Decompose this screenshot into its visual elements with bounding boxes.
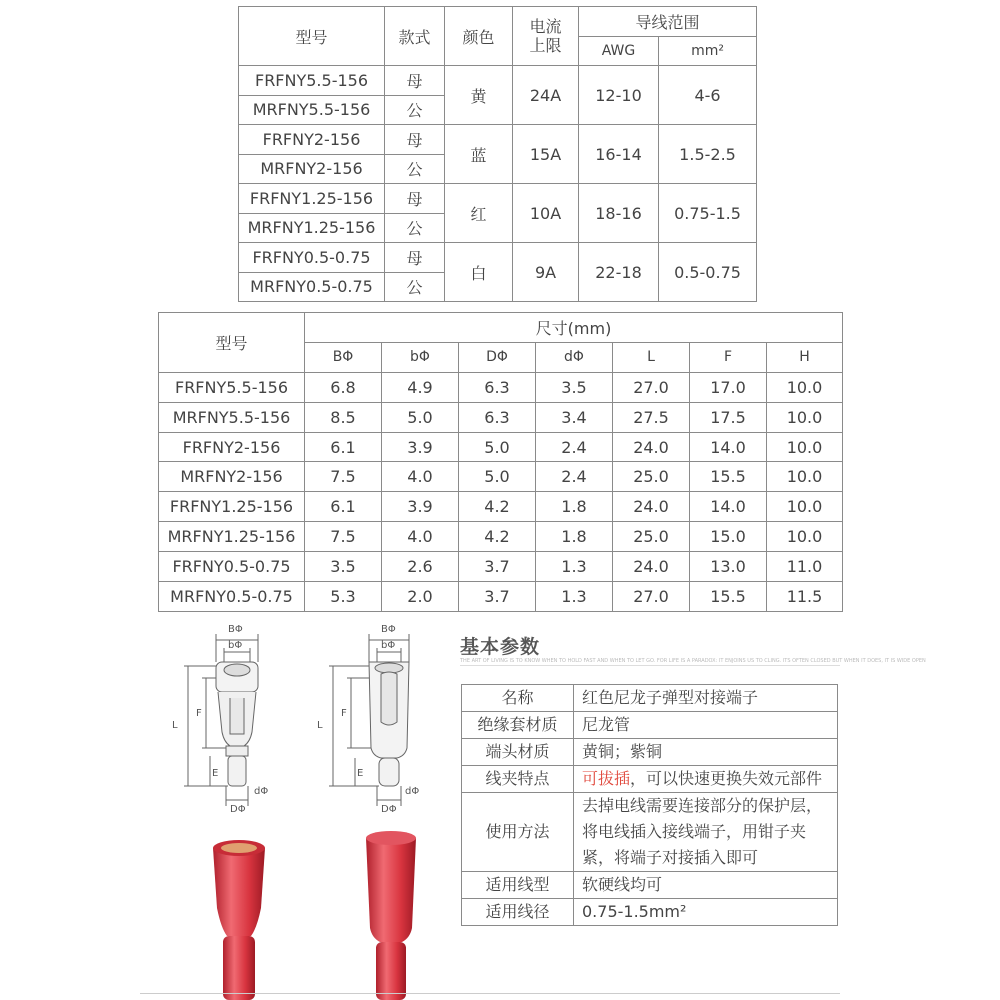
cell-current: 10A [513, 184, 579, 243]
bottom-divider [140, 993, 840, 994]
label-D: DΦ [230, 804, 246, 815]
dimension-table [158, 312, 843, 612]
label-B: BΦ [381, 624, 396, 635]
label-E: E [357, 768, 364, 779]
table-row [159, 402, 843, 432]
param-key: 适用线型 [462, 872, 574, 899]
cell-value: 6.3 [459, 402, 536, 432]
param-key: 端头材质 [462, 739, 574, 766]
cell-value: 15.0 [690, 522, 767, 552]
cell-model: FRFNY1.25-156 [239, 184, 385, 214]
cell-value: 27.5 [613, 402, 690, 432]
label-F: F [341, 708, 347, 719]
param-key: 绝缘套材质 [462, 712, 574, 739]
label-d: dΦ [254, 786, 269, 797]
cell-style: 母 [385, 243, 445, 273]
cell-value: 6.3 [459, 372, 536, 402]
label-L: L [172, 720, 178, 731]
cell-value: 13.0 [690, 552, 767, 582]
cell-value: 3.5 [536, 372, 613, 402]
cell-value: 5.0 [459, 432, 536, 462]
cell-value: 3.7 [459, 552, 536, 582]
cell-color: 白 [445, 243, 513, 302]
param-highlight: 可拔插 [582, 769, 631, 788]
table-row [159, 552, 843, 582]
table-row [159, 372, 843, 402]
dim-header-col: F [690, 342, 767, 372]
cell-awg: 16-14 [579, 125, 659, 184]
cell-value: 6.1 [305, 492, 382, 522]
params-subtitle: THE ART OF LIVING IS TO KNOW WHEN TO HOLD FAST AND WHEN TO LET GO. FOR LIFE IS A PARADOX: IT ENJOINS US TO CLING. ITS OFTEN CLOSED BUT WHEN IT DOES, IT IS WIDE OPEN [460, 658, 926, 664]
cell-value: 24.0 [613, 552, 690, 582]
cell-value: 24.0 [613, 432, 690, 462]
cell-value: 3.7 [459, 582, 536, 612]
cell-value: 1.8 [536, 522, 613, 552]
cell-value: 4.2 [459, 492, 536, 522]
cell-mm2: 1.5-2.5 [659, 125, 757, 184]
cell-model: FRFNY5.5-156 [239, 66, 385, 96]
cell-value: 3.5 [305, 552, 382, 582]
param-value: 去掉电线需要连接部分的保护层，将电线插入接线端子，用钳子夹紧，将端子对接插入即可 [574, 793, 838, 872]
header-wire-range: 导线范围 [579, 7, 757, 37]
label-D: DΦ [381, 804, 397, 815]
cell-mm2: 4-6 [659, 66, 757, 125]
cell-current: 24A [513, 66, 579, 125]
cell-awg: 22-18 [579, 243, 659, 302]
header-current-line1: 电流 [529, 17, 562, 36]
cell-value: 3.9 [382, 492, 459, 522]
cell-color: 红 [445, 184, 513, 243]
cell-value: 15.5 [690, 582, 767, 612]
cell-model: FRFNY0.5-0.75 [239, 243, 385, 273]
cell-model: FRFNY5.5-156 [159, 372, 305, 402]
param-key: 适用线径 [462, 899, 574, 926]
cell-model: MRFNY0.5-0.75 [239, 272, 385, 302]
female-terminal-photo [195, 828, 285, 1000]
cell-color: 蓝 [445, 125, 513, 184]
cell-awg: 12-10 [579, 66, 659, 125]
dim-header-col: L [613, 342, 690, 372]
cell-value: 1.3 [536, 582, 613, 612]
cell-value: 10.0 [767, 492, 843, 522]
cell-value: 4.2 [459, 522, 536, 552]
cell-value: 4.0 [382, 522, 459, 552]
param-value: 黄铜；紫铜 [574, 739, 838, 766]
cell-value: 25.0 [613, 522, 690, 552]
cell-value: 7.5 [305, 462, 382, 492]
cell-value: 2.0 [382, 582, 459, 612]
cell-value: 8.5 [305, 402, 382, 432]
cell-value: 17.0 [690, 372, 767, 402]
spec-table [238, 6, 757, 302]
cell-style: 母 [385, 66, 445, 96]
table-row [159, 492, 843, 522]
cell-style: 母 [385, 184, 445, 214]
cell-mm2: 0.5-0.75 [659, 243, 757, 302]
cell-value: 4.9 [382, 372, 459, 402]
table-row [239, 243, 757, 273]
cell-style: 公 [385, 272, 445, 302]
cell-model: MRFNY0.5-0.75 [159, 582, 305, 612]
cell-value: 5.0 [382, 402, 459, 432]
cell-value: 5.3 [305, 582, 382, 612]
cell-value: 25.0 [613, 462, 690, 492]
param-value [574, 766, 838, 793]
cell-model: MRFNY2-156 [159, 462, 305, 492]
dim-header-col: BΦ [305, 342, 382, 372]
label-b: bΦ [228, 640, 243, 651]
cell-model: MRFNY5.5-156 [159, 402, 305, 432]
table-row [239, 125, 757, 155]
table-row [159, 582, 843, 612]
param-value: 软硬线均可 [574, 872, 838, 899]
cell-value: 15.5 [690, 462, 767, 492]
dim-header-col: dΦ [536, 342, 613, 372]
cell-mm2: 0.75-1.5 [659, 184, 757, 243]
table-row [239, 184, 757, 214]
cell-value: 4.0 [382, 462, 459, 492]
cell-value: 10.0 [767, 372, 843, 402]
param-key: 使用方法 [462, 793, 574, 872]
label-L: L [317, 720, 323, 731]
cell-value: 6.8 [305, 372, 382, 402]
cell-style: 公 [385, 213, 445, 243]
cell-value: 27.0 [613, 582, 690, 612]
param-value: 0.75-1.5mm² [574, 899, 838, 926]
cell-model: FRFNY2-156 [159, 432, 305, 462]
cell-value: 7.5 [305, 522, 382, 552]
cell-current: 15A [513, 125, 579, 184]
male-terminal-photo [340, 828, 440, 1000]
cell-current: 9A [513, 243, 579, 302]
divider [460, 665, 840, 666]
cell-model: MRFNY5.5-156 [239, 95, 385, 125]
param-key: 线夹特点 [462, 766, 574, 793]
cell-value: 17.5 [690, 402, 767, 432]
header-model: 型号 [239, 7, 385, 66]
cell-value: 14.0 [690, 492, 767, 522]
cell-value: 27.0 [613, 372, 690, 402]
label-E: E [212, 768, 219, 779]
cell-model: FRFNY0.5-0.75 [159, 552, 305, 582]
male-terminal-diagram [305, 622, 445, 822]
header-color: 颜色 [445, 7, 513, 66]
cell-value: 10.0 [767, 432, 843, 462]
cell-style: 公 [385, 154, 445, 184]
header-awg: AWG [579, 36, 659, 66]
cell-style: 公 [385, 95, 445, 125]
label-F: F [196, 708, 202, 719]
cell-value: 2.4 [536, 462, 613, 492]
cell-value: 11.0 [767, 552, 843, 582]
param-value: 红色尼龙子弹型对接端子 [574, 685, 838, 712]
table-row [159, 432, 843, 462]
table-row [159, 522, 843, 552]
cell-value: 2.6 [382, 552, 459, 582]
cell-model: MRFNY2-156 [239, 154, 385, 184]
dim-header-col: H [767, 342, 843, 372]
cell-value: 10.0 [767, 462, 843, 492]
table-row [462, 712, 838, 739]
cell-style: 母 [385, 125, 445, 155]
table-row [159, 462, 843, 492]
param-value-text: ，可以快速更换失效元部件 [630, 769, 823, 788]
params-title: 基本参数 [460, 636, 541, 658]
cell-value: 3.4 [536, 402, 613, 432]
table-row [462, 766, 838, 793]
param-key: 名称 [462, 685, 574, 712]
header-current [513, 7, 579, 66]
label-B: BΦ [228, 624, 243, 635]
cell-value: 1.8 [536, 492, 613, 522]
cell-value: 3.9 [382, 432, 459, 462]
cell-value: 1.3 [536, 552, 613, 582]
cell-value: 5.0 [459, 462, 536, 492]
cell-value: 10.0 [767, 522, 843, 552]
header-style: 款式 [385, 7, 445, 66]
cell-value: 6.1 [305, 432, 382, 462]
table-row [462, 899, 838, 926]
cell-value: 14.0 [690, 432, 767, 462]
cell-model: FRFNY1.25-156 [159, 492, 305, 522]
cell-value: 10.0 [767, 402, 843, 432]
table-row [462, 739, 838, 766]
cell-value: 2.4 [536, 432, 613, 462]
dim-header-col: DΦ [459, 342, 536, 372]
cell-value: 11.5 [767, 582, 843, 612]
dim-header-size: 尺寸(mm) [305, 313, 843, 343]
header-current-line2: 上限 [529, 36, 562, 55]
cell-model: MRFNY1.25-156 [239, 213, 385, 243]
female-terminal-diagram [160, 622, 300, 822]
cell-model: FRFNY2-156 [239, 125, 385, 155]
dim-header-model: 型号 [159, 313, 305, 373]
dim-header-col: bΦ [382, 342, 459, 372]
param-value: 尼龙管 [574, 712, 838, 739]
label-b: bΦ [381, 640, 396, 651]
table-row [462, 872, 838, 899]
table-row [462, 793, 838, 872]
label-d: dΦ [405, 786, 420, 797]
header-mm2: mm² [659, 36, 757, 66]
table-row [462, 685, 838, 712]
params-table [461, 684, 838, 926]
cell-color: 黄 [445, 66, 513, 125]
cell-model: MRFNY1.25-156 [159, 522, 305, 552]
cell-value: 24.0 [613, 492, 690, 522]
cell-awg: 18-16 [579, 184, 659, 243]
table-row [239, 66, 757, 96]
